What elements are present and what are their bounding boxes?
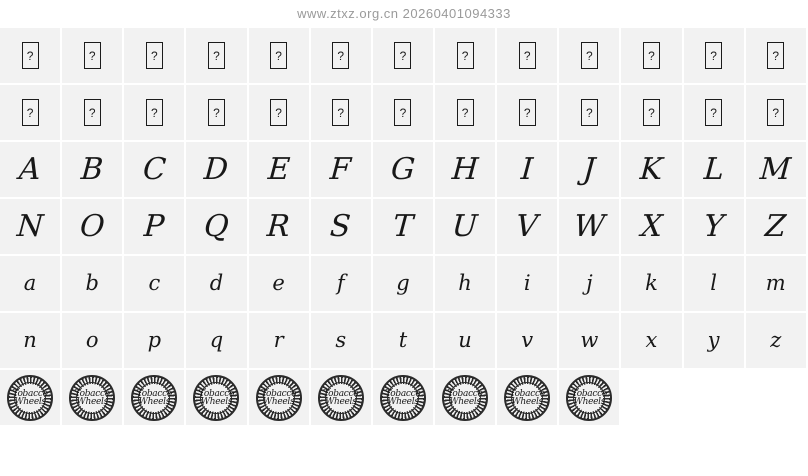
glyph-cell[interactable] bbox=[124, 199, 186, 256]
glyph-cell[interactable] bbox=[62, 370, 124, 427]
glyph-cell[interactable] bbox=[0, 370, 62, 427]
glyph-upper-X: X bbox=[639, 208, 664, 244]
glyph-cell[interactable] bbox=[249, 199, 311, 256]
notdef-glyph-icon: ? bbox=[643, 99, 660, 126]
notdef-glyph-icon: ? bbox=[208, 99, 225, 126]
glyph-cell[interactable] bbox=[373, 199, 435, 256]
logo-label: Tobacco Wheels bbox=[571, 388, 607, 407]
glyph-cell[interactable] bbox=[746, 313, 808, 370]
glyph-cell[interactable] bbox=[497, 370, 559, 427]
glyph-cell[interactable] bbox=[684, 256, 746, 313]
glyph-lower-j: j bbox=[586, 271, 593, 295]
glyph-upper-T: T bbox=[391, 208, 415, 244]
tobacco-wheels-logo-icon bbox=[504, 375, 550, 421]
glyph-upper-O: O bbox=[78, 208, 106, 244]
glyph-cell[interactable] bbox=[746, 85, 808, 142]
glyph-lower-t: t bbox=[398, 328, 408, 352]
glyph-upper-V: V bbox=[515, 208, 540, 244]
notdef-glyph-icon: ? bbox=[705, 42, 722, 69]
glyph-cell[interactable] bbox=[62, 85, 124, 142]
notdef-glyph-icon: ? bbox=[332, 99, 349, 126]
notdef-glyph-icon: ? bbox=[581, 99, 598, 126]
notdef-glyph-icon: ? bbox=[705, 99, 722, 126]
glyph-cell[interactable] bbox=[0, 142, 62, 199]
glyph-cell[interactable] bbox=[373, 85, 435, 142]
notdef-glyph-icon: ? bbox=[84, 42, 101, 69]
glyph-cell[interactable] bbox=[684, 313, 746, 370]
glyph-upper-Z: Z bbox=[764, 208, 788, 244]
glyph-cell[interactable] bbox=[249, 256, 311, 313]
glyph-lower-q: q bbox=[209, 328, 224, 352]
glyph-cell[interactable] bbox=[435, 313, 497, 370]
glyph-cell[interactable] bbox=[621, 85, 683, 142]
glyph-upper-D: D bbox=[203, 151, 230, 187]
glyph-lower-e: e bbox=[272, 271, 285, 295]
glyph-cell[interactable] bbox=[559, 199, 621, 256]
glyph-cell[interactable] bbox=[621, 28, 683, 85]
glyph-cell[interactable] bbox=[311, 28, 373, 85]
glyph-lower-p: p bbox=[147, 328, 162, 352]
glyph-upper-P: P bbox=[143, 208, 166, 244]
logo-label: Tobacco Wheels bbox=[198, 388, 235, 407]
glyph-cell[interactable] bbox=[62, 256, 124, 313]
glyph-cell[interactable] bbox=[559, 85, 621, 142]
logo-label: Tobacco Wheels bbox=[385, 388, 421, 407]
glyph-upper-Q: Q bbox=[202, 208, 231, 244]
glyph-cell[interactable] bbox=[684, 28, 746, 85]
glyph-cell[interactable] bbox=[684, 142, 746, 199]
glyph-lower-c: c bbox=[148, 271, 161, 295]
glyph-cell[interactable] bbox=[621, 142, 683, 199]
glyph-cell[interactable] bbox=[559, 256, 621, 313]
glyph-upper-G: G bbox=[389, 151, 417, 187]
glyph-cell[interactable] bbox=[373, 142, 435, 199]
glyph-cell-empty[interactable] bbox=[684, 370, 746, 427]
glyph-cell[interactable] bbox=[559, 370, 621, 427]
glyph-lower-n: n bbox=[23, 328, 37, 352]
logo-label: Tobacco Wheels bbox=[136, 388, 172, 407]
glyph-cell[interactable] bbox=[435, 199, 497, 256]
glyph-upper-J: J bbox=[582, 151, 597, 187]
glyph-lower-u: u bbox=[458, 328, 472, 352]
glyph-cell[interactable] bbox=[249, 85, 311, 142]
glyph-cell[interactable] bbox=[435, 370, 497, 427]
notdef-glyph-icon: ? bbox=[270, 99, 287, 126]
glyph-cell[interactable] bbox=[186, 142, 248, 199]
glyph-cell[interactable] bbox=[559, 28, 621, 85]
glyph-cell-empty[interactable] bbox=[746, 370, 808, 427]
notdef-glyph-icon: ? bbox=[146, 99, 163, 126]
glyph-upper-F: F bbox=[329, 151, 353, 187]
tobacco-wheels-logo-icon bbox=[7, 375, 53, 421]
glyph-lower-s: s bbox=[335, 328, 347, 352]
glyph-upper-Y: Y bbox=[702, 208, 725, 244]
glyph-cell[interactable] bbox=[124, 85, 186, 142]
glyph-cell[interactable] bbox=[621, 256, 683, 313]
logo-label: Tobacco Wheels bbox=[74, 388, 110, 407]
glyph-cell[interactable] bbox=[497, 256, 559, 313]
notdef-glyph-icon: ? bbox=[457, 99, 474, 126]
glyph-cell[interactable] bbox=[186, 28, 248, 85]
glyph-cell[interactable] bbox=[621, 199, 683, 256]
glyph-cell[interactable] bbox=[124, 256, 186, 313]
glyph-cell[interactable] bbox=[746, 199, 808, 256]
glyph-cell[interactable] bbox=[0, 256, 62, 313]
glyph-cell[interactable] bbox=[186, 370, 248, 427]
notdef-glyph-icon: ? bbox=[394, 42, 411, 69]
tobacco-wheels-logo-icon bbox=[193, 375, 239, 421]
glyph-lower-k: k bbox=[645, 271, 658, 295]
glyph-cell[interactable] bbox=[684, 85, 746, 142]
logo-label: Tobacco Wheels bbox=[12, 388, 48, 407]
glyph-cell[interactable] bbox=[435, 85, 497, 142]
notdef-glyph-icon: ? bbox=[84, 99, 101, 126]
notdef-glyph-icon: ? bbox=[332, 42, 349, 69]
glyph-cell[interactable] bbox=[435, 142, 497, 199]
notdef-glyph-icon: ? bbox=[767, 99, 784, 126]
glyph-cell[interactable] bbox=[497, 142, 559, 199]
glyph-cell[interactable] bbox=[249, 142, 311, 199]
glyph-upper-H: H bbox=[450, 151, 480, 187]
glyph-cell[interactable] bbox=[249, 370, 311, 427]
tobacco-wheels-logo-icon bbox=[380, 375, 426, 421]
glyph-cell[interactable] bbox=[684, 199, 746, 256]
glyph-upper-I: I bbox=[520, 151, 535, 187]
glyph-lower-l: l bbox=[710, 271, 717, 295]
glyph-cell[interactable] bbox=[311, 313, 373, 370]
glyph-cell[interactable] bbox=[435, 256, 497, 313]
notdef-glyph-icon: ? bbox=[394, 99, 411, 126]
glyph-upper-E: E bbox=[266, 151, 291, 187]
glyph-upper-L: L bbox=[702, 151, 725, 187]
glyph-cell[interactable] bbox=[0, 28, 62, 85]
tobacco-wheels-logo-icon bbox=[566, 375, 612, 421]
glyph-lower-w: w bbox=[580, 328, 599, 352]
glyph-lower-y: y bbox=[707, 328, 720, 352]
glyph-cell[interactable] bbox=[186, 256, 248, 313]
glyph-cell[interactable] bbox=[621, 313, 683, 370]
notdef-glyph-icon: ? bbox=[208, 42, 225, 69]
tobacco-wheels-logo-icon bbox=[442, 375, 488, 421]
notdef-glyph-icon: ? bbox=[581, 42, 598, 69]
glyph-lower-h: h bbox=[458, 271, 472, 295]
notdef-glyph-icon: ? bbox=[643, 42, 660, 69]
glyph-lower-v: v bbox=[521, 328, 534, 352]
glyph-upper-C: C bbox=[141, 151, 168, 187]
glyph-cell[interactable] bbox=[746, 28, 808, 85]
tobacco-wheels-logo-icon bbox=[318, 375, 364, 421]
glyph-cell[interactable] bbox=[124, 370, 186, 427]
glyph-cell[interactable] bbox=[497, 313, 559, 370]
glyph-upper-A: A bbox=[18, 151, 43, 187]
glyph-lower-m: m bbox=[765, 271, 786, 295]
logo-label: Tobacco Wheels bbox=[261, 388, 297, 407]
logo-label: Tobacco Wheels bbox=[447, 388, 483, 407]
glyph-upper-R: R bbox=[266, 208, 292, 244]
glyph-cell[interactable] bbox=[373, 256, 435, 313]
glyph-cell[interactable] bbox=[62, 199, 124, 256]
glyph-cell[interactable] bbox=[186, 313, 248, 370]
glyph-lower-i: i bbox=[523, 271, 531, 295]
glyph-upper-U: U bbox=[451, 208, 479, 244]
glyph-lower-f: f bbox=[336, 271, 345, 295]
glyph-upper-N: N bbox=[15, 208, 45, 244]
logo-label: Tobacco Wheels bbox=[509, 388, 545, 407]
glyph-upper-S: S bbox=[329, 208, 353, 244]
glyph-upper-B: B bbox=[79, 151, 105, 187]
glyph-cell[interactable] bbox=[62, 142, 124, 199]
glyph-cell[interactable] bbox=[0, 85, 62, 142]
glyph-cell[interactable] bbox=[0, 199, 62, 256]
glyph-cell[interactable] bbox=[497, 85, 559, 142]
notdef-glyph-icon: ? bbox=[270, 42, 287, 69]
notdef-glyph-icon: ? bbox=[146, 42, 163, 69]
glyph-lower-g: g bbox=[396, 271, 410, 295]
glyph-cell[interactable] bbox=[0, 313, 62, 370]
glyph-cell[interactable] bbox=[124, 142, 186, 199]
glyph-cell[interactable] bbox=[186, 85, 248, 142]
glyph-upper-M: M bbox=[759, 151, 793, 187]
glyph-cell[interactable] bbox=[186, 199, 248, 256]
tobacco-wheels-logo-icon bbox=[131, 375, 177, 421]
glyph-lower-x: x bbox=[645, 328, 658, 352]
glyph-cell[interactable] bbox=[559, 313, 621, 370]
logo-label: Tobacco Wheels bbox=[323, 388, 359, 407]
tobacco-wheels-logo-icon bbox=[69, 375, 115, 421]
glyph-cell-empty[interactable] bbox=[621, 370, 683, 427]
glyph-cell[interactable] bbox=[373, 28, 435, 85]
glyph-cell[interactable] bbox=[497, 28, 559, 85]
glyph-lower-b: b bbox=[85, 271, 99, 295]
glyph-cell[interactable] bbox=[311, 256, 373, 313]
glyph-lower-a: a bbox=[23, 271, 37, 295]
glyph-cell[interactable] bbox=[746, 256, 808, 313]
glyph-cell[interactable] bbox=[435, 28, 497, 85]
glyph-cell[interactable] bbox=[311, 370, 373, 427]
notdef-glyph-icon: ? bbox=[22, 99, 39, 126]
glyph-cell[interactable] bbox=[373, 370, 435, 427]
glyph-grid bbox=[0, 28, 808, 427]
notdef-glyph-icon: ? bbox=[519, 99, 536, 126]
glyph-cell[interactable] bbox=[311, 85, 373, 142]
glyph-cell[interactable] bbox=[62, 28, 124, 85]
glyph-lower-o: o bbox=[85, 328, 99, 352]
glyph-upper-K: K bbox=[639, 151, 664, 187]
glyph-cell[interactable] bbox=[746, 142, 808, 199]
glyph-cell[interactable] bbox=[124, 313, 186, 370]
glyph-cell[interactable] bbox=[249, 313, 311, 370]
glyph-cell[interactable] bbox=[373, 313, 435, 370]
notdef-glyph-icon: ? bbox=[519, 42, 536, 69]
watermark-text: www.ztxz.org.cn 20260401094333 bbox=[297, 6, 511, 21]
notdef-glyph-icon: ? bbox=[457, 42, 474, 69]
glyph-cell[interactable] bbox=[62, 313, 124, 370]
glyph-cell[interactable] bbox=[311, 142, 373, 199]
notdef-glyph-icon: ? bbox=[22, 42, 39, 69]
glyph-cell[interactable] bbox=[559, 142, 621, 199]
tobacco-wheels-logo-icon bbox=[256, 375, 302, 421]
glyph-cell[interactable] bbox=[249, 28, 311, 85]
glyph-cell[interactable] bbox=[497, 199, 559, 256]
glyph-cell[interactable] bbox=[311, 199, 373, 256]
glyph-cell[interactable] bbox=[124, 28, 186, 85]
glyph-lower-d: d bbox=[209, 271, 224, 295]
glyph-lower-z: z bbox=[770, 328, 782, 352]
glyph-upper-W: W bbox=[572, 208, 607, 244]
glyph-lower-r: r bbox=[273, 328, 284, 352]
notdef-glyph-icon: ? bbox=[767, 42, 784, 69]
